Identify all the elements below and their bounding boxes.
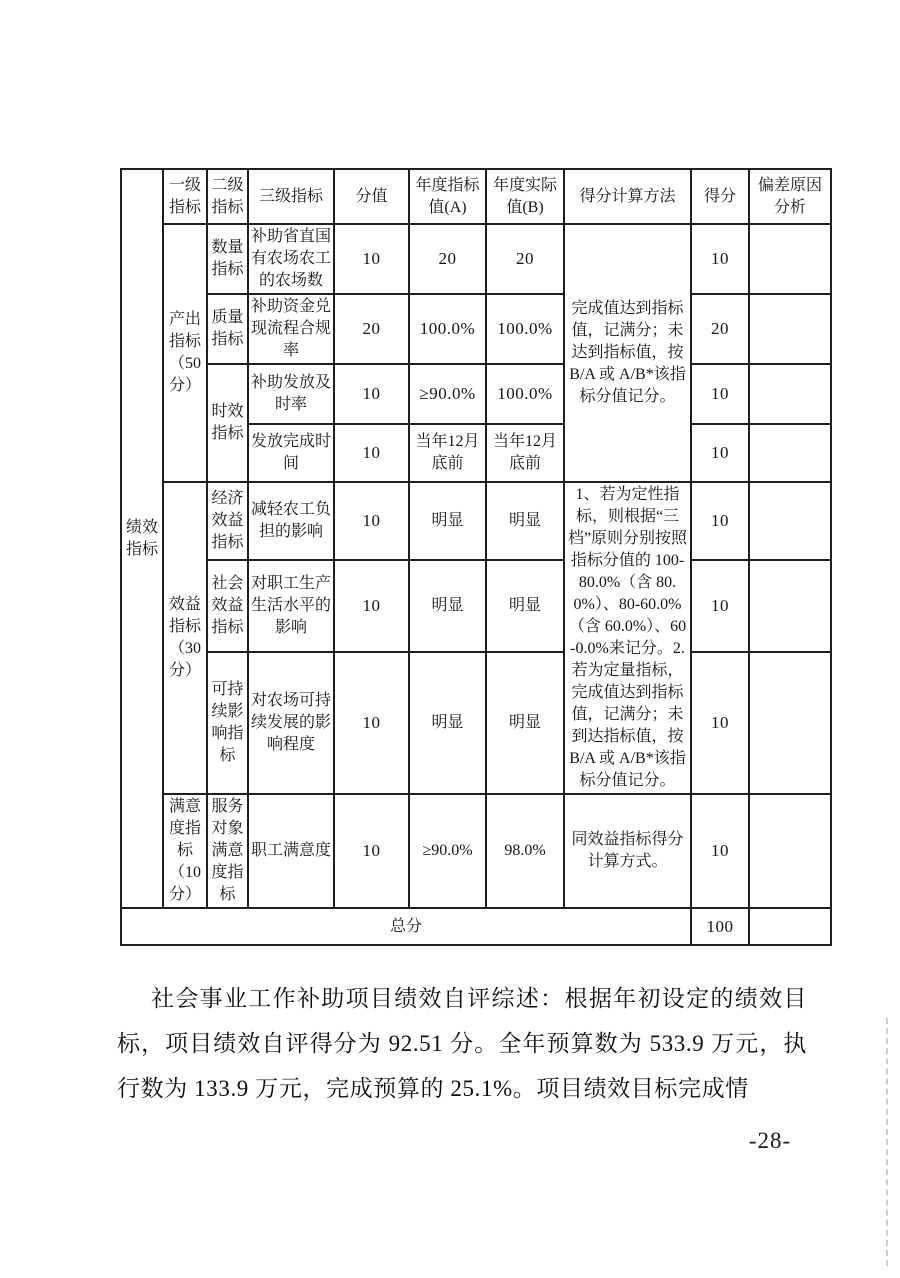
points-cell: 10 xyxy=(334,424,409,482)
row-group-performance-indicator: 绩效指标 xyxy=(121,169,163,908)
indicator-cell: 对职工生产生活水平的影响 xyxy=(248,560,334,652)
calc-method-satisfaction: 同效益指标得分计算方式。 xyxy=(564,794,691,908)
score-cell: 10 xyxy=(691,224,749,294)
target-cell: 明显 xyxy=(409,652,486,794)
table-row xyxy=(121,560,831,652)
table-row xyxy=(121,794,831,908)
table-row xyxy=(121,482,831,560)
score-cell: 10 xyxy=(691,364,749,424)
actual-cell: 明显 xyxy=(486,482,564,560)
table-row xyxy=(121,364,831,424)
performance-table-wrap xyxy=(120,168,832,946)
deviation-cell xyxy=(749,794,831,908)
header-annual-target: 年度指标值(A) xyxy=(409,169,486,224)
actual-cell: 100.0% xyxy=(486,294,564,364)
deviation-cell xyxy=(749,560,831,652)
level1-satisfaction-indicator: 满意度指标（10分） xyxy=(163,794,207,908)
table-header-row xyxy=(121,169,831,224)
self-evaluation-summary: 社会事业工作补助项目绩效自评综述：根据年初设定的绩效目标，项目绩效自评得分为 92.51 分。全年预算数为 533.9 万元，执行数为 133.9 万元，完成预算的 25.1%。项目绩效目标完成情 xyxy=(117,986,807,1101)
indicator-cell: 补助资金兑现流程合规率 xyxy=(248,294,334,364)
score-cell: 10 xyxy=(691,482,749,560)
page-number: -28- xyxy=(748,1128,792,1153)
indicator-cell: 补助省直国有农场农工的农场数 xyxy=(248,224,334,294)
score-cell: 10 xyxy=(691,652,749,794)
scan-artifact-dashed-line xyxy=(886,1018,888,1266)
header-level2: 二级指标 xyxy=(207,169,248,224)
level2-economic-benefit: 经济效益指标 xyxy=(207,482,248,560)
score-cell: 10 xyxy=(691,424,749,482)
header-calc-method: 得分计算方法 xyxy=(564,169,691,224)
indicator-cell: 减轻农工负担的影响 xyxy=(248,482,334,560)
table-row xyxy=(121,224,831,294)
indicator-cell: 发放完成时间 xyxy=(248,424,334,482)
points-cell: 10 xyxy=(334,224,409,294)
calc-method-output-section: 完成值达到指标值，记满分；未达到指标值，按 B/A 或 A/B*该指标分值记分。 xyxy=(564,224,691,482)
deviation-cell xyxy=(749,224,831,294)
indicator-cell: 补助发放及时率 xyxy=(248,364,334,424)
target-cell: 100.0% xyxy=(409,294,486,364)
level1-benefit-indicator: 效益指标（30分） xyxy=(163,482,207,794)
points-cell: 10 xyxy=(334,794,409,908)
total-row xyxy=(121,908,831,945)
score-cell: 10 xyxy=(691,794,749,908)
target-cell: ≥90.0% xyxy=(409,364,486,424)
deviation-cell xyxy=(749,294,831,364)
header-level1: 一级指标 xyxy=(163,169,207,224)
actual-cell: 100.0% xyxy=(486,364,564,424)
score-cell: 20 xyxy=(691,294,749,364)
points-cell: 10 xyxy=(334,652,409,794)
target-cell: 当年12月底前 xyxy=(409,424,486,482)
points-cell: 10 xyxy=(334,560,409,652)
target-cell: 明显 xyxy=(409,482,486,560)
level1-output-indicator: 产出指标（50分） xyxy=(163,224,207,482)
header-score: 得分 xyxy=(691,169,749,224)
target-cell: ≥90.0% xyxy=(409,794,486,908)
deviation-cell xyxy=(749,482,831,560)
performance-indicator-table xyxy=(120,168,832,946)
header-annual-actual: 年度实际值(B) xyxy=(486,169,564,224)
actual-cell: 当年12月底前 xyxy=(486,424,564,482)
points-cell: 20 xyxy=(334,294,409,364)
header-points: 分值 xyxy=(334,169,409,224)
table-row xyxy=(121,652,831,794)
actual-cell: 明显 xyxy=(486,560,564,652)
score-cell: 10 xyxy=(691,560,749,652)
level2-service-satisfaction: 服务对象满意度指标 xyxy=(207,794,248,908)
actual-cell: 98.0% xyxy=(486,794,564,908)
actual-cell: 明显 xyxy=(486,652,564,794)
points-cell: 10 xyxy=(334,482,409,560)
actual-cell: 20 xyxy=(486,224,564,294)
indicator-cell: 对农场可持续发展的影响程度 xyxy=(248,652,334,794)
level2-quality-indicator: 质量指标 xyxy=(207,294,248,364)
level2-quantity-indicator: 数量指标 xyxy=(207,224,248,294)
calc-method-benefit-section: 1、若为定性指标，则根据“三档”原则分别按照指标分值的 100-80.0%（含 80.0%）、80-60.0%（含 60.0%）、60-0.0%来记分。2.若为定量指标，完成值达到指标值，记满分；未到达指标值，按 B/A 或 A/B*该指标分值记分。 xyxy=(564,482,691,794)
deviation-cell xyxy=(749,424,831,482)
points-cell: 10 xyxy=(334,364,409,424)
level2-sustainable-impact: 可持续影响指标 xyxy=(207,652,248,794)
level2-timeliness-indicator: 时效指标 xyxy=(207,364,248,482)
total-label: 总分 xyxy=(121,908,691,945)
deviation-cell xyxy=(749,908,831,945)
header-deviation: 偏差原因分析 xyxy=(749,169,831,224)
target-cell: 明显 xyxy=(409,560,486,652)
table-row xyxy=(121,294,831,364)
deviation-cell xyxy=(749,652,831,794)
total-score: 100 xyxy=(691,908,749,945)
level2-social-benefit: 社会效益指标 xyxy=(207,560,248,652)
target-cell: 20 xyxy=(409,224,486,294)
indicator-cell: 职工满意度 xyxy=(248,794,334,908)
header-level3: 三级指标 xyxy=(248,169,334,224)
deviation-cell xyxy=(749,364,831,424)
